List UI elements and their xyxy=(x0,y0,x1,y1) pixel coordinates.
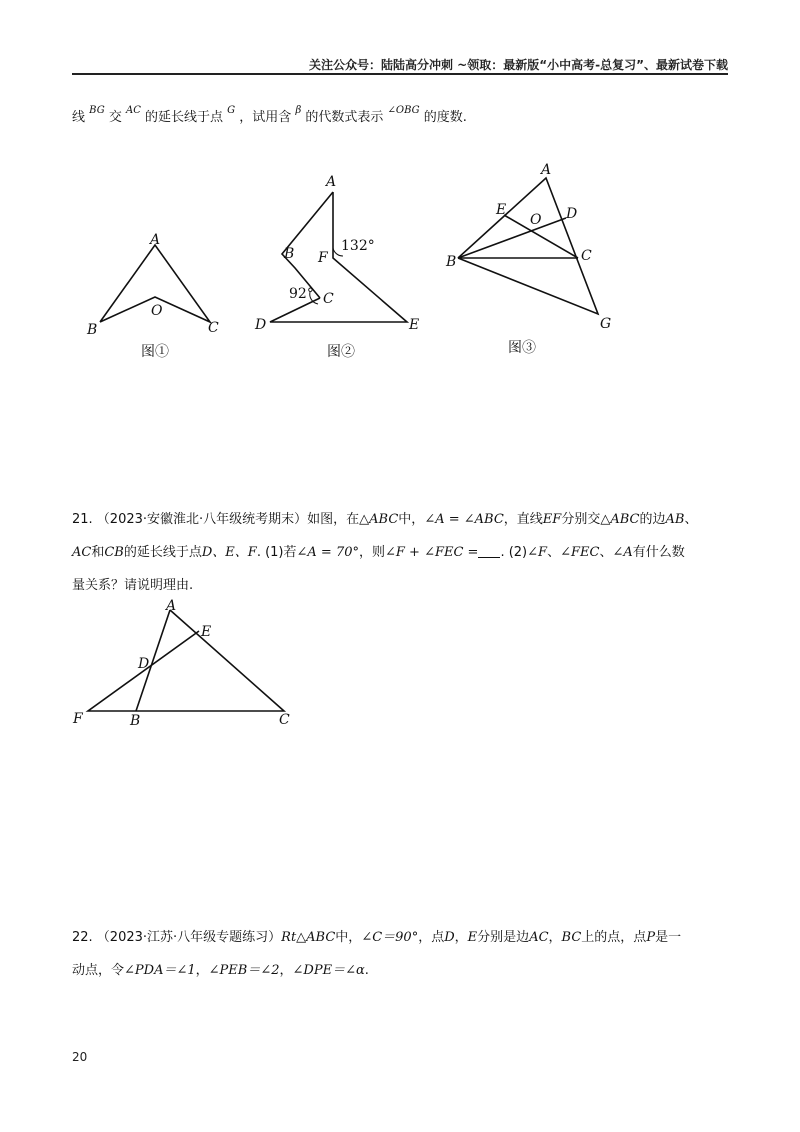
label-o: O xyxy=(151,303,163,319)
figure-2-caption: 图② xyxy=(327,344,355,360)
math-bc: BC xyxy=(561,930,582,945)
label-d: D xyxy=(255,317,267,333)
text: ， xyxy=(195,963,209,978)
label-b: B xyxy=(284,246,295,262)
page-header: 关注公众号：陆陆高分冲刺 ~领取：最新版“小中高考-总复习”、最新试卷下载 xyxy=(309,58,728,72)
math-angle-c: ∠C＝90° xyxy=(361,930,419,945)
text: 交 xyxy=(108,110,122,125)
math-ef: EF xyxy=(542,512,562,527)
math-angle-a: ∠A xyxy=(612,545,633,560)
text: 的延长线于点 xyxy=(145,110,224,125)
figure-1-caption: 图① xyxy=(141,344,169,360)
figure-3-triangle xyxy=(458,178,598,314)
label-o: O xyxy=(530,212,542,228)
text: 的度数. xyxy=(423,110,467,125)
text: 22. （2023·江苏·八年级专题练习） xyxy=(72,930,282,945)
text: ， xyxy=(279,963,293,978)
math-triangle: △ABC xyxy=(359,512,399,527)
q22-line-1 xyxy=(72,928,732,948)
text: 分别交 xyxy=(561,512,601,527)
math-cb: CB xyxy=(104,545,124,560)
label-d: D xyxy=(138,656,150,672)
text: 有什么数 xyxy=(632,545,685,560)
text: 的代数式表示 xyxy=(305,110,384,125)
text: . xyxy=(364,963,369,978)
math-p: P xyxy=(646,930,656,945)
label-b: B xyxy=(130,713,141,729)
math-d: D xyxy=(444,930,455,945)
math-points: D、E、F xyxy=(201,545,257,560)
math-ac: AC xyxy=(72,545,92,560)
text: 21. （2023·安徽淮北·八年级统考期末）如图，在 xyxy=(72,512,360,527)
text: 、 xyxy=(547,545,561,560)
q20-text-line xyxy=(72,105,732,129)
math-ac: AC xyxy=(125,105,141,116)
math-angle-obg: ∠OBG xyxy=(387,105,420,116)
math-condition: ∠A = 70° xyxy=(296,545,359,560)
label-f: F xyxy=(318,250,328,266)
text: 的延长线于点 xyxy=(123,545,202,560)
page-number: 20 xyxy=(72,1050,88,1064)
math-angle-f: ∠F xyxy=(527,545,548,560)
label-a: A xyxy=(166,598,177,614)
text: 分别是边 xyxy=(477,930,530,945)
q21-line-3: 量关系？请说明理由. xyxy=(72,578,194,593)
text: 、 xyxy=(684,512,698,527)
text: ，试用含 xyxy=(239,110,292,125)
text: . (2) xyxy=(500,545,528,560)
math-angle-alpha: ∠DPE＝∠α xyxy=(292,963,365,978)
figure-3-caption: 图③ xyxy=(508,340,536,356)
label-c: C xyxy=(323,291,334,307)
text: 上的点，点 xyxy=(581,930,647,945)
math-angle-fec: ∠FEC xyxy=(560,545,600,560)
label-b: B xyxy=(446,254,457,270)
header-rule xyxy=(72,73,728,75)
text: ，则 xyxy=(358,545,385,560)
label-c: C xyxy=(581,248,592,264)
text: ，直线 xyxy=(503,512,543,527)
math-g: G xyxy=(227,105,236,116)
figure-2-zigzag xyxy=(282,192,333,298)
math-ab: AB xyxy=(665,512,685,527)
label-e: E xyxy=(409,317,420,333)
figures-row xyxy=(0,150,800,370)
math-e: E xyxy=(467,930,478,945)
angle-92-label: 92° xyxy=(289,286,314,302)
text: ， xyxy=(548,930,562,945)
label-e: E xyxy=(201,624,212,640)
math-rt-triangle: Rt△ABC xyxy=(281,930,336,945)
angle-132-label: 132° xyxy=(341,238,375,254)
label-b: B xyxy=(87,322,98,338)
figure-3 xyxy=(445,162,611,356)
text: 线 xyxy=(72,110,86,125)
math-sum: ∠F + ∠FEC = xyxy=(385,545,479,560)
segment-bd xyxy=(458,218,566,258)
text: ，点 xyxy=(418,930,445,945)
math-angle-1: ∠PDA＝∠1 xyxy=(124,963,196,978)
text: 、 xyxy=(599,545,613,560)
label-g: G xyxy=(600,316,612,332)
label-c: C xyxy=(279,712,290,728)
text: 是一 xyxy=(655,930,682,945)
math-beta: β xyxy=(295,105,302,116)
text: 中， xyxy=(335,930,362,945)
text: 的边 xyxy=(639,512,666,527)
label-a: A xyxy=(326,174,337,190)
figure-q21-lines xyxy=(88,610,284,711)
text: ， xyxy=(454,930,468,945)
figure-1 xyxy=(86,232,219,360)
text: . (1)若 xyxy=(256,545,297,560)
label-a: A xyxy=(541,162,552,178)
math-angle-2: ∠PEB＝∠2 xyxy=(208,963,280,978)
q21-line-1 xyxy=(72,510,732,530)
text: 中， xyxy=(398,512,425,527)
text: 和 xyxy=(91,545,105,560)
figure-q21 xyxy=(0,590,800,740)
math-bg: BG xyxy=(89,105,105,116)
label-e: E xyxy=(496,202,507,218)
figure-2 xyxy=(254,174,419,360)
label-d: D xyxy=(566,206,578,222)
answer-blank xyxy=(478,545,500,558)
math-equation: ∠A = ∠ABC xyxy=(424,512,504,527)
math-triangle: △ABC xyxy=(600,512,640,527)
label-a: A xyxy=(150,232,161,248)
q22-line-2 xyxy=(72,961,732,981)
q21-line-2 xyxy=(72,543,732,563)
label-c: C xyxy=(208,320,219,336)
text: 动点，令 xyxy=(72,963,125,978)
math-ac: AC xyxy=(529,930,549,945)
label-f: F xyxy=(73,711,83,727)
